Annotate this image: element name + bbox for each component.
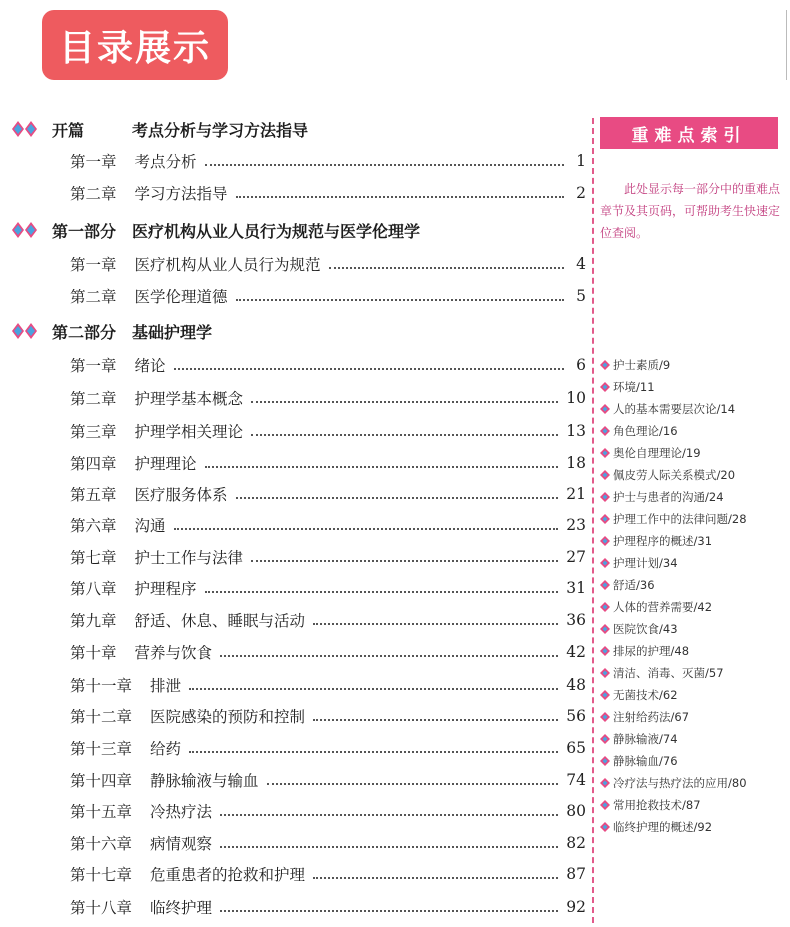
- chapter-page: 80: [566, 802, 586, 820]
- index-item-text: 佩皮劳人际关系模式/20: [613, 468, 736, 482]
- diamond-icon: [10, 221, 40, 239]
- index-item[interactable]: [600, 376, 786, 398]
- index-item[interactable]: [600, 596, 786, 618]
- diamond-icon: [10, 120, 40, 138]
- dot-leader: [220, 845, 558, 848]
- chapter-number: 第一章: [70, 153, 117, 171]
- index-item[interactable]: [600, 772, 786, 794]
- chapter-entry[interactable]: [70, 451, 586, 475]
- chapter-page: 18: [566, 454, 586, 472]
- chapter-title: 舒适、休息、睡眠与活动: [134, 612, 306, 630]
- chapter-number: 第二章: [70, 288, 117, 306]
- chapter-page: 31: [566, 579, 586, 597]
- dot-leader: [236, 195, 564, 198]
- chapter-page: 1: [576, 152, 586, 170]
- index-note: 此处显示每一部分中的重难点章节及其页码，可帮助考生快速定位查阅。: [600, 182, 781, 240]
- dot-leader: [189, 750, 558, 753]
- index-item-text: 人的基本需要层次论/14: [613, 402, 736, 416]
- index-item-text: 护士与患者的沟通/24: [613, 490, 724, 504]
- chapter-page: 42: [566, 643, 586, 661]
- chapter-page: 56: [566, 707, 586, 725]
- index-item-text: 注射给药法/67: [613, 710, 690, 724]
- diamond-icon: [10, 322, 40, 340]
- chapter-entry[interactable]: [70, 386, 586, 410]
- index-item[interactable]: [600, 464, 786, 486]
- chapter-page: 21: [566, 485, 586, 503]
- dot-leader: [251, 433, 558, 436]
- diamond-icon: [600, 426, 610, 436]
- chapter-entry[interactable]: [70, 545, 586, 569]
- diamond-icon: [600, 470, 610, 480]
- chapter-title: 营养与饮食: [134, 644, 213, 662]
- dot-leader: [251, 559, 558, 562]
- diamond-icon: [600, 800, 610, 810]
- chapter-number: 第十八章: [70, 899, 133, 917]
- dot-leader: [189, 687, 558, 690]
- chapter-page: 65: [566, 739, 586, 757]
- index-item[interactable]: [600, 442, 786, 464]
- part-heading[interactable]: [10, 115, 308, 143]
- diamond-icon: [600, 756, 610, 766]
- part-number: 第二部分: [52, 322, 117, 342]
- edge-line: [786, 10, 787, 80]
- chapter-page: 92: [566, 898, 586, 916]
- chapter-number: 第四章: [70, 455, 117, 473]
- dot-leader: [236, 298, 564, 301]
- diamond-icon: [600, 558, 610, 568]
- chapter-entry[interactable]: [70, 419, 586, 443]
- chapter-entry[interactable]: [70, 831, 586, 855]
- chapter-entry[interactable]: [70, 284, 586, 308]
- chapter-page: 10: [566, 389, 586, 407]
- diamond-icon: [600, 712, 610, 722]
- chapter-page: 48: [566, 676, 586, 694]
- part-title: 考点分析与学习方法指导: [132, 120, 309, 140]
- chapter-title: 考点分析: [134, 153, 197, 171]
- diamond-icon: [600, 448, 610, 458]
- chapter-title: 医疗服务体系: [134, 486, 228, 504]
- index-item-text: 无菌技术/62: [613, 688, 678, 702]
- index-item[interactable]: [600, 728, 786, 750]
- diamond-icon: [600, 580, 610, 590]
- chapter-title: 医学伦理道德: [134, 288, 228, 306]
- chapter-entry[interactable]: [70, 353, 586, 377]
- chapter-title: 沟通: [134, 517, 166, 535]
- chapter-title: 医疗机构从业人员行为规范: [134, 256, 321, 274]
- diamond-icon: [600, 382, 610, 392]
- chapter-title: 危重患者的抢救和护理: [150, 866, 306, 884]
- chapter-number: 第十五章: [70, 803, 133, 821]
- chapter-title: 冷热疗法: [150, 803, 213, 821]
- index-item[interactable]: [600, 816, 786, 838]
- index-item[interactable]: [600, 640, 786, 662]
- chapter-page: 6: [576, 356, 586, 374]
- part-number: 第一部分: [52, 221, 117, 241]
- chapter-title: 护理学基本概念: [134, 390, 244, 408]
- index-item[interactable]: [600, 794, 786, 816]
- diamond-icon: [600, 646, 610, 656]
- chapter-number: 第十一章: [70, 677, 133, 695]
- part-title: 基础护理学: [132, 322, 213, 342]
- part-heading[interactable]: [10, 216, 420, 244]
- part-number: 开篇: [52, 120, 85, 140]
- diamond-icon: [600, 778, 610, 788]
- chapter-title: 绪论: [134, 357, 166, 375]
- index-item-text: 护理工作中的法律问题/28: [613, 512, 747, 526]
- index-item-text: 护理程序的概述/31: [613, 534, 713, 548]
- diamond-icon: [600, 668, 610, 678]
- diamond-bullet-icon: [10, 221, 40, 239]
- index-header: 重难点索引: [600, 117, 778, 149]
- chapter-page: 27: [566, 548, 586, 566]
- chapter-title: 临终护理: [150, 899, 213, 917]
- diamond-icon: [600, 602, 610, 612]
- index-item[interactable]: [600, 684, 786, 706]
- index-item-text: 角色理论/16: [613, 424, 678, 438]
- chapter-title: 病情观察: [150, 835, 213, 853]
- chapter-entry[interactable]: [70, 513, 586, 537]
- chapter-entry[interactable]: [70, 640, 586, 664]
- chapter-entry[interactable]: [70, 736, 586, 760]
- dot-leader: [220, 813, 558, 816]
- dot-leader: [174, 367, 564, 370]
- chapter-title: 排泄: [150, 677, 182, 695]
- dot-leader: [313, 876, 558, 879]
- index-item[interactable]: [600, 706, 786, 728]
- chapter-page: 87: [566, 865, 586, 883]
- chapter-number: 第九章: [70, 612, 117, 630]
- chapter-number: 第十六章: [70, 835, 133, 853]
- diamond-icon: [600, 822, 610, 832]
- chapter-number: 第三章: [70, 423, 117, 441]
- chapter-entry[interactable]: [70, 862, 586, 886]
- diamond-icon: [600, 360, 610, 370]
- index-item[interactable]: [600, 662, 786, 684]
- chapter-number: 第八章: [70, 580, 117, 598]
- chapter-number: 第一章: [70, 357, 117, 375]
- dot-leader: [313, 718, 558, 721]
- index-item[interactable]: [600, 354, 786, 376]
- diamond-icon: [600, 690, 610, 700]
- chapter-number: 第一章: [70, 256, 117, 274]
- index-item[interactable]: [600, 750, 786, 772]
- index-item-text: 环境/11: [613, 380, 655, 394]
- diamond-bullet-icon: [10, 322, 40, 340]
- index-item[interactable]: [600, 530, 786, 552]
- dot-leader: [329, 266, 564, 269]
- index-item-text: 常用抢救技术/87: [613, 798, 701, 812]
- chapter-number: 第十章: [70, 644, 117, 662]
- column-divider: [592, 118, 594, 923]
- index-item-text: 舒适/36: [613, 578, 655, 592]
- dot-leader: [174, 527, 559, 530]
- chapter-entry[interactable]: [70, 149, 586, 173]
- index-item-text: 护士素质/9: [613, 358, 671, 372]
- chapter-number: 第七章: [70, 549, 117, 567]
- index-item-text: 人体的营养需要/42: [613, 600, 713, 614]
- chapter-number: 第五章: [70, 486, 117, 504]
- chapter-entry[interactable]: [70, 576, 586, 600]
- chapter-page: 36: [566, 611, 586, 629]
- index-item-text: 护理计划/34: [613, 556, 678, 570]
- chapter-number: 第十二章: [70, 708, 133, 726]
- diamond-icon: [600, 536, 610, 546]
- index-item[interactable]: [600, 398, 786, 420]
- chapter-page: 5: [576, 287, 586, 305]
- dot-leader: [205, 163, 564, 166]
- chapter-entry[interactable]: [70, 252, 586, 276]
- dot-leader: [205, 465, 559, 468]
- chapter-title: 护理理论: [134, 455, 197, 473]
- index-item-text: 奥伦自理理论/19: [613, 446, 701, 460]
- dot-leader: [236, 496, 559, 499]
- index-item-text: 冷疗法与热疗法的应用/80: [613, 776, 747, 790]
- chapter-entry[interactable]: [70, 673, 586, 697]
- chapter-title: 给药: [150, 740, 182, 758]
- index-item-text: 静脉输血/76: [613, 754, 678, 768]
- chapter-title: 护理程序: [134, 580, 197, 598]
- chapter-entry[interactable]: [70, 704, 586, 728]
- index-item-text: 清洁、消毒、灭菌/57: [613, 666, 724, 680]
- chapter-entry[interactable]: [70, 608, 586, 632]
- chapter-title: 静脉输液与输血: [150, 772, 259, 790]
- dot-leader: [251, 400, 558, 403]
- chapter-number: 第二章: [70, 390, 117, 408]
- index-item-text: 临终护理的概述/92: [613, 820, 713, 834]
- diamond-icon: [600, 624, 610, 634]
- chapter-number: 第二章: [70, 185, 117, 203]
- diamond-icon: [600, 404, 610, 414]
- index-item[interactable]: [600, 618, 786, 640]
- index-item[interactable]: [600, 420, 786, 442]
- chapter-page: 82: [566, 834, 586, 852]
- index-item[interactable]: [600, 486, 786, 508]
- chapter-number: 第六章: [70, 517, 117, 535]
- chapter-page: 13: [566, 422, 586, 440]
- chapter-page: 4: [576, 255, 586, 273]
- chapter-number: 第十七章: [70, 866, 133, 884]
- chapter-page: 23: [566, 516, 586, 534]
- chapter-number: 第十四章: [70, 772, 133, 790]
- index-item[interactable]: [600, 552, 786, 574]
- chapter-entry[interactable]: [70, 799, 586, 823]
- chapter-entry[interactable]: [70, 482, 586, 506]
- chapter-title: 医院感染的预防和控制: [150, 708, 306, 726]
- diamond-icon: [600, 514, 610, 524]
- index-item[interactable]: [600, 508, 786, 530]
- chapter-entry[interactable]: [70, 181, 586, 205]
- chapter-page: 2: [576, 184, 586, 202]
- part-title: 医疗机构从业人员行为规范与医学伦理学: [132, 221, 421, 241]
- dot-leader: [267, 782, 559, 785]
- part-heading[interactable]: [10, 317, 212, 345]
- diamond-bullet-icon: [10, 120, 40, 138]
- chapter-title: 护士工作与法律: [134, 549, 244, 567]
- chapter-title: 学习方法指导: [134, 185, 228, 203]
- chapter-entry[interactable]: [70, 768, 586, 792]
- dot-leader: [220, 909, 558, 912]
- chapter-entry[interactable]: [70, 895, 586, 919]
- chapter-title: 护理学相关理论: [134, 423, 244, 441]
- diamond-icon: [600, 492, 610, 502]
- chapter-page: 74: [566, 771, 586, 789]
- index-item-text: 静脉输液/74: [613, 732, 678, 746]
- dot-leader: [220, 654, 558, 657]
- index-item[interactable]: [600, 574, 786, 596]
- page-title: 目录展示: [42, 10, 228, 80]
- dot-leader: [313, 622, 558, 625]
- index-item-text: 医院饮食/43: [613, 622, 678, 636]
- index-list: [600, 354, 786, 838]
- chapter-number: 第十三章: [70, 740, 133, 758]
- diamond-icon: [600, 734, 610, 744]
- index-item-text: 排尿的护理/48: [613, 644, 690, 658]
- dot-leader: [205, 590, 559, 593]
